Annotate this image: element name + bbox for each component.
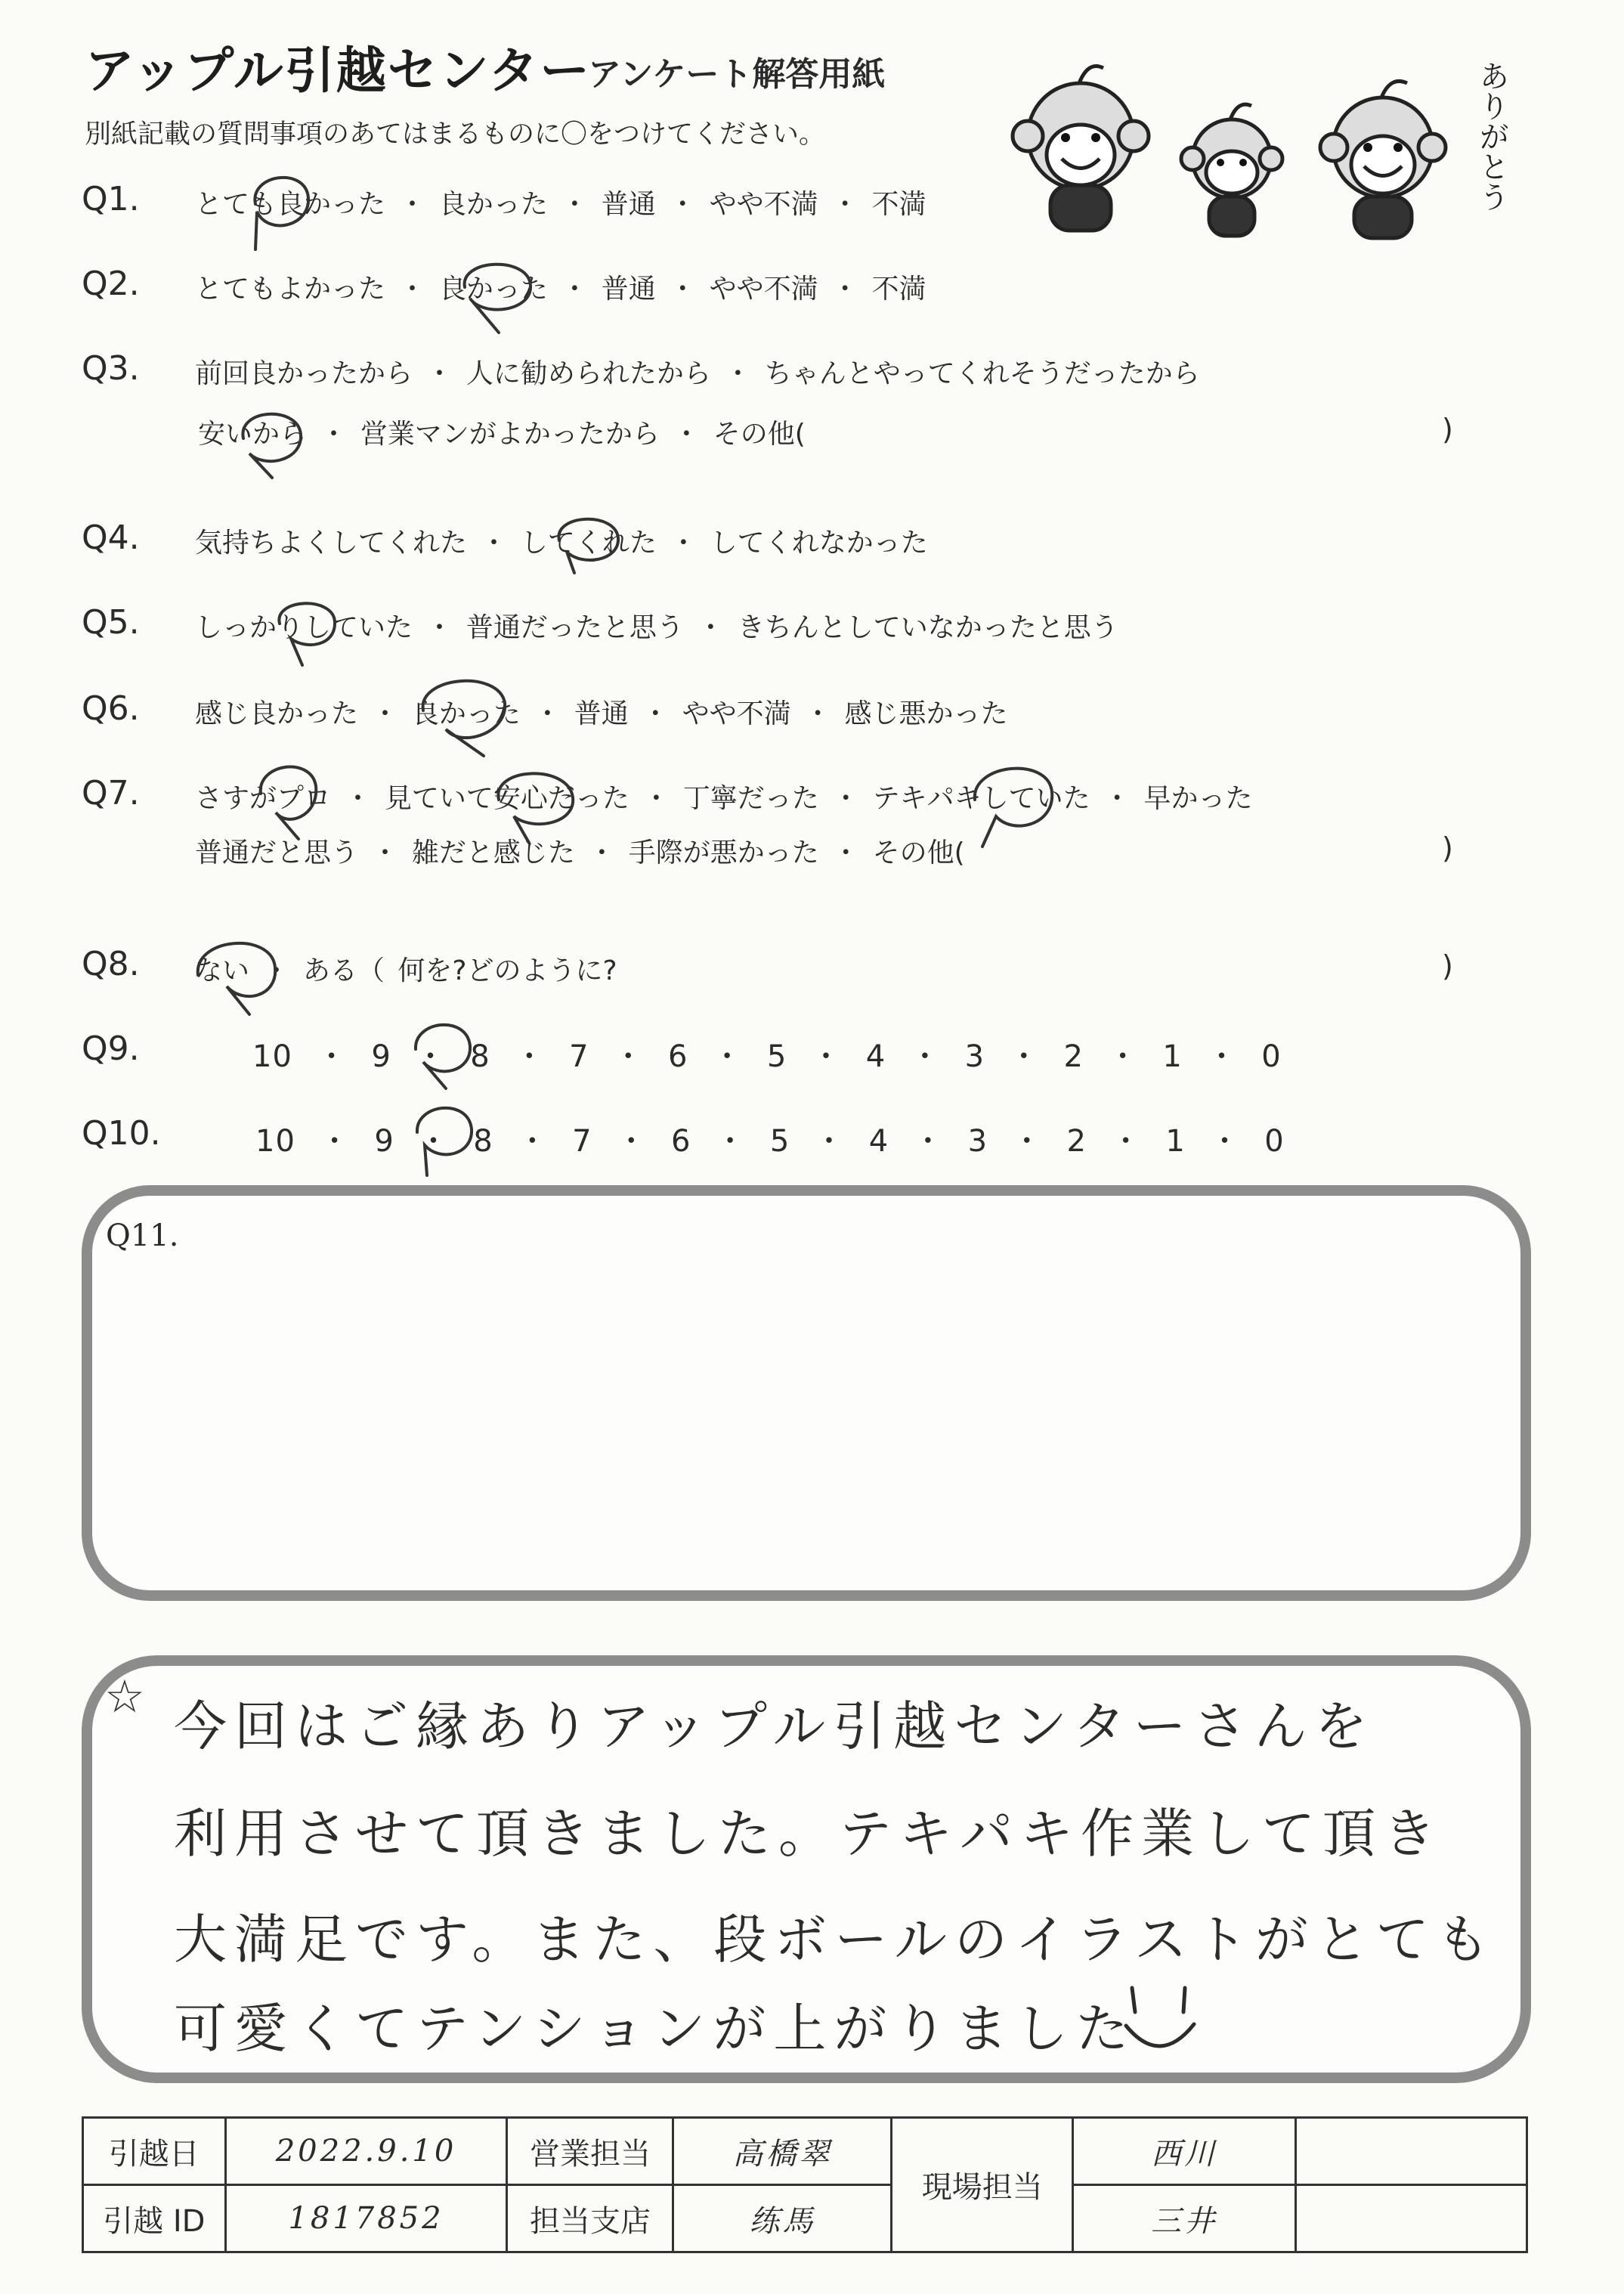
move-id-value: 1817852 <box>225 2185 507 2252</box>
mascot-illustration <box>990 53 1504 249</box>
question-options-q1: とても良かった ・ 良かった ・ 普通 ・ やや不満 ・ 不満 <box>195 189 926 220</box>
smiley-face-icon <box>1118 1980 1202 2063</box>
question-options-q2: とてもよかった ・ 良かった ・ 普通 ・ やや不満 ・ 不満 <box>195 274 926 305</box>
question-options-q7-line1: さすがプロ ・ 見ていて安心だった ・ 丁寧だった ・ テキパキしていた ・ 早かった <box>195 783 1253 814</box>
question-label-q10: Q10. <box>82 1114 161 1153</box>
comment-line-3: 大満足です。また、段ボールのイラストがとても <box>174 1909 1497 1970</box>
move-date-label: 引越日 <box>83 2118 226 2185</box>
staff-info-table <box>82 2116 1528 2253</box>
question-label-q5: Q5. <box>82 603 140 642</box>
question-options-q5: しっかりしていた ・ 普通だったと思う ・ きちんとしていなかったと思う <box>195 612 1118 643</box>
question-options-q6: 感じ良かった ・ 良かった ・ 普通 ・ やや不満 ・ 感じ悪かった <box>195 698 1008 729</box>
mascot-caption: ありがとう <box>1474 60 1509 212</box>
question-options-q3-line2: 安いから ・ 営業マンがよかったから ・ その他( <box>198 419 806 450</box>
q8-close-paren: ) <box>1442 949 1453 983</box>
branch-label: 担当支店 <box>507 2185 673 2252</box>
question-scale-q9: 10 ・ 9 ・ 8 ・ 7 ・ 6 ・ 5 ・ 4 ・ 3 ・ 2 ・ 1 ・ 0 <box>252 1039 1282 1074</box>
branch-value: 练馬 <box>673 2185 892 2252</box>
site-staff-extra-1 <box>1296 2118 1527 2185</box>
question-label-q9: Q9. <box>82 1029 140 1068</box>
q7-other-close-paren: ) <box>1442 831 1453 865</box>
question-label-q3: Q3. <box>82 349 140 388</box>
sales-staff-value: 高橋翠 <box>673 2118 892 2185</box>
q11-answer-box <box>82 1185 1531 1601</box>
site-staff-label: 現場担当 <box>892 2118 1073 2252</box>
question-label-q2: Q2. <box>82 265 140 303</box>
star-icon: ☆ <box>104 1670 145 1723</box>
question-label-q11: Q11. <box>106 1218 179 1253</box>
question-scale-q10: 10 ・ 9 ・ 8 ・ 7 ・ 6 ・ 5 ・ 4 ・ 3 ・ 2 ・ 1 ・ 0 <box>255 1124 1285 1159</box>
site-staff-extra-2 <box>1296 2185 1527 2252</box>
question-options-q7-line2: 普通だと思う ・ 雑だと感じた ・ 手際が悪かった ・ その他( <box>195 837 965 868</box>
move-id-label: 引越 ID <box>83 2185 226 2252</box>
comment-line-2: 利用させて頂きました。テキパキ作業して頂き <box>174 1803 1443 1865</box>
site-staff-value-2: 三井 <box>1073 2185 1296 2252</box>
move-date-value: 2022.9.10 <box>225 2118 507 2185</box>
question-label-q4: Q4. <box>82 519 140 557</box>
q3-other-close-paren: ) <box>1442 413 1453 446</box>
question-options-q4: 気持ちよくしてくれた ・ してくれた ・ してくれなかった <box>195 528 928 559</box>
question-label-q6: Q6. <box>82 689 140 728</box>
monkey-mascot-icon <box>990 53 1504 249</box>
comment-line-1: 今回はご縁ありアップル引越センターさんを <box>174 1695 1375 1757</box>
sales-staff-label: 営業担当 <box>507 2118 673 2185</box>
site-staff-value-1: 西川 <box>1073 2118 1296 2185</box>
question-options-q8: ない ・ ある（ 何を?どのように? <box>195 955 617 986</box>
question-label-q8: Q8. <box>82 945 140 983</box>
comment-line-4: 可愛くてテンションが上がりました <box>174 1998 1137 2060</box>
instruction-text: 別紙記載の質問事項のあてはまるものに〇をつけてください。 <box>85 119 826 150</box>
question-label-q1: Q1. <box>82 180 140 218</box>
question-label-q7: Q7. <box>82 774 140 813</box>
company-name: アップル引越センター <box>85 42 592 100</box>
question-options-q3-line1: 前回良かったから ・ 人に勧められたから ・ ちゃんとやってくれそうだったから <box>195 358 1200 389</box>
form-title: アンケート解答用紙 <box>588 55 886 94</box>
